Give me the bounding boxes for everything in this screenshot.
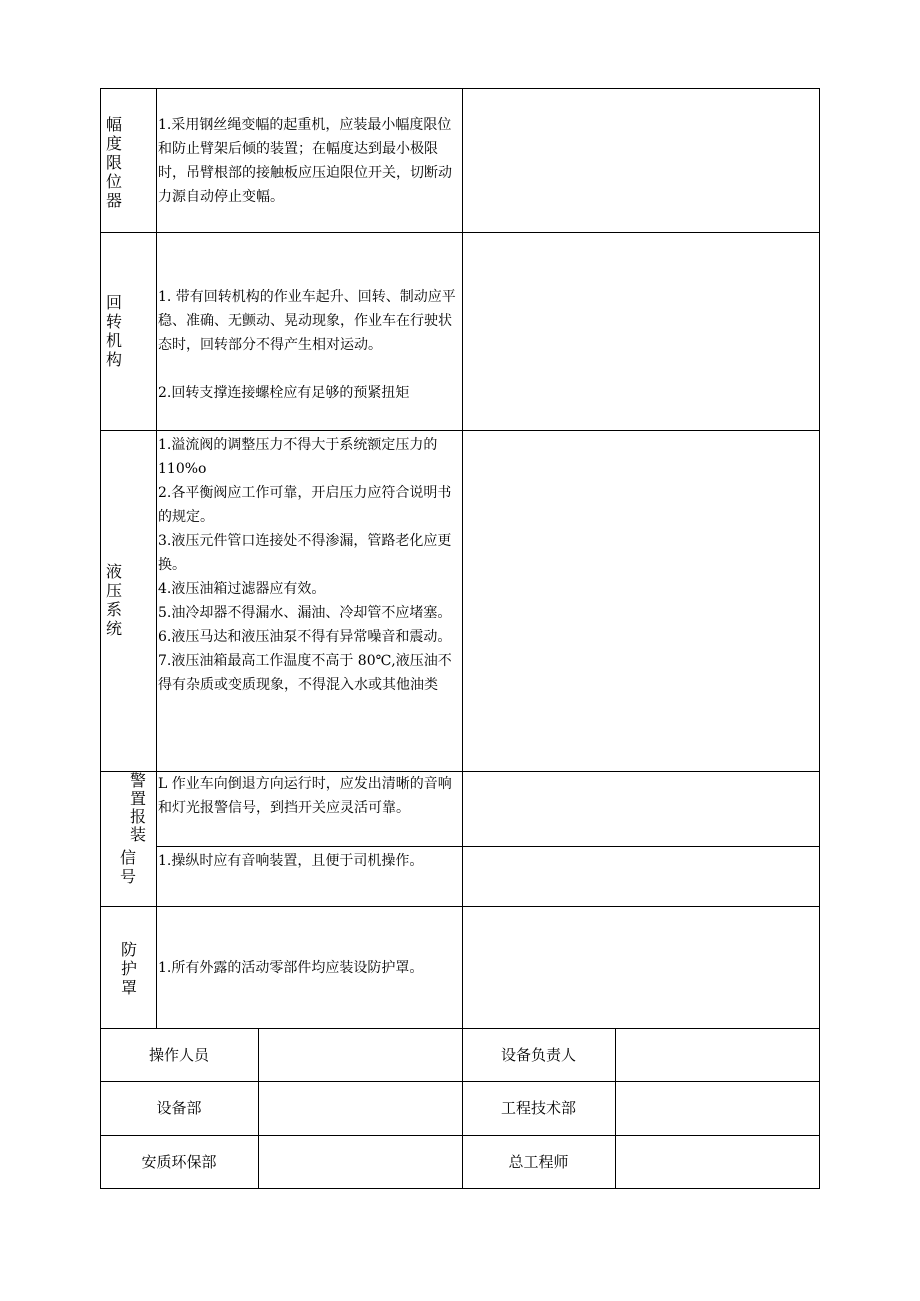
- row-label-protective-cover: 防护罩: [121, 940, 138, 997]
- row-content-alarm-device: L 作业车向倒退方向运行时，应发出清晰的音响和灯光报警信号，到挡开关应灵活可靠。: [158, 776, 452, 816]
- table-border-bottom: [100, 1188, 820, 1189]
- table-border-left: [100, 88, 101, 1189]
- row-content-signal: 1.操纵时应有音响装置，且便于司机操作。: [158, 853, 424, 869]
- signature-label-engineering-dept: 工程技术部: [500, 1099, 576, 1117]
- signature-field-equipment-dept[interactable]: [259, 1082, 462, 1135]
- result-cell[interactable]: [463, 907, 819, 1028]
- signature-label-equipment-manager: 设备负责人: [500, 1046, 576, 1064]
- signature-label-operator: 操作人员: [148, 1046, 209, 1064]
- row-label-hydraulic-system: 液压系统: [106, 562, 123, 638]
- label-column-divider: [156, 88, 157, 1028]
- signature-field-operator[interactable]: [259, 1029, 462, 1081]
- signature-label-equipment-dept: 设备部: [156, 1099, 202, 1117]
- row-label-alarm-device: 警置报装: [130, 771, 147, 844]
- result-cell[interactable]: [463, 847, 819, 906]
- result-cell[interactable]: [463, 431, 819, 771]
- row-label-slewing-mechanism: 回转机构: [106, 293, 123, 369]
- row-label-signal: 信号: [120, 848, 137, 886]
- row-content-amplitude-limiter: 1.采用钢丝绳变幅的起重机，应装最小幅度限位和防止臂架后倾的装置；在幅度达到最小极限时，吊臂根部的接触板应压迫限位开关，切断动力源自动停止变幅。: [158, 117, 452, 205]
- signature-field-engineering-dept[interactable]: [616, 1082, 819, 1135]
- row-content-protective-cover: 1.所有外露的活动零部件均应装设防护罩。: [158, 960, 424, 976]
- result-cell[interactable]: [463, 772, 819, 846]
- signature-field-chief-engineer[interactable]: [616, 1136, 819, 1188]
- signature-field-safety-quality-dept[interactable]: [259, 1136, 462, 1188]
- table-border-right: [819, 88, 820, 1189]
- result-cell[interactable]: [463, 89, 819, 232]
- row-label-amplitude-limiter: 幅度限位器: [106, 115, 123, 210]
- result-cell[interactable]: [463, 233, 819, 430]
- signature-field-equipment-manager[interactable]: [616, 1029, 819, 1081]
- signature-label-safety-quality-dept: 安质环保部: [141, 1153, 217, 1171]
- signature-label-chief-engineer: 总工程师: [508, 1153, 569, 1171]
- row-content-slewing-mechanism: 1. 带有回转机构的作业车起升、回转、制动应平稳、准确、无颤动、晃动现象，作业车在行驶状态时，回转部分不得产生相对运动。 2.回转支撑连接螺栓应有足够的预紧扭矩: [158, 289, 456, 401]
- row-content-hydraulic-system: 1.溢流阀的调整压力不得大于系统额定压力的 110%o 2.各平衡阀应工作可靠，开启压力应符合说明书的规定。 3.液压元件管口连接处不得渗漏，管路老化应更换。 4.液压油箱过滤器应有效。 5.油冷却器不得漏水、漏油、冷却管不应堵塞。 6.液压马达和液压油泵不得有异常噪音和震动。 7.液压油箱最高工作温度不高于 80℃,液压油不得有杂质或变质现象，不得混入水或其他油类: [158, 437, 452, 693]
